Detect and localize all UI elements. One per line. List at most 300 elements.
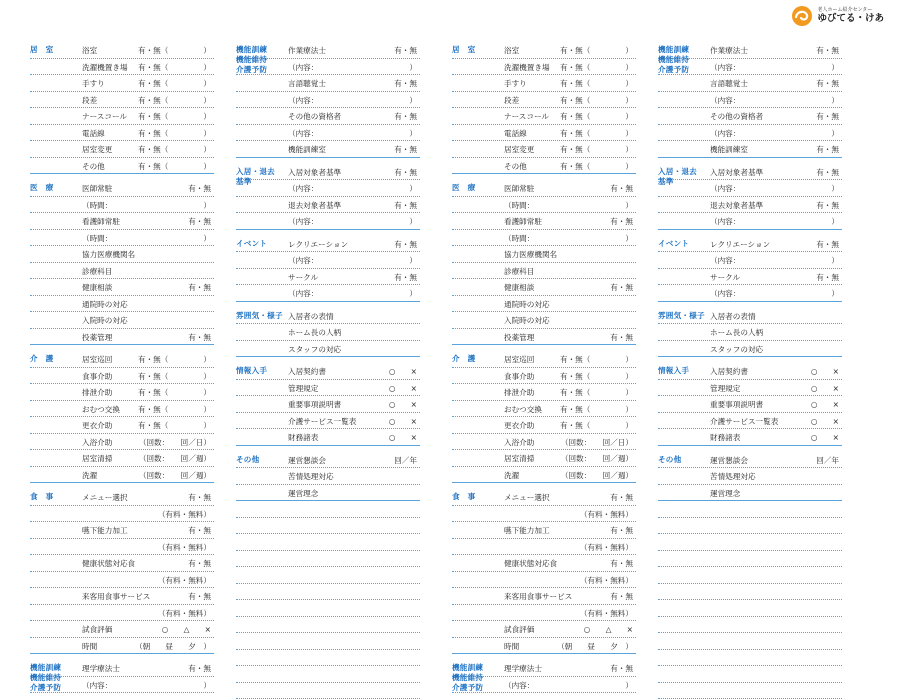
checklist-row: [30, 230, 214, 247]
blank-writing-line: [452, 605, 636, 622]
item-paren-close: ）: [203, 387, 211, 398]
item-value: 有・無: [610, 282, 633, 293]
checklist-row: [236, 75, 420, 92]
item-paren-close: ）: [625, 420, 633, 431]
item-value: 有・無: [816, 78, 839, 89]
item-value: （有料・無料）: [158, 608, 211, 619]
item-label: 浴室: [82, 45, 97, 56]
item-value: 有・無: [394, 200, 417, 211]
category-label: 機能訓練 機能維持 介護予防: [236, 45, 288, 75]
item-label: 理学療法士: [82, 663, 120, 674]
checklist-row: [452, 312, 636, 329]
item-value: （有料・無料）: [580, 542, 633, 553]
item-value: （有料・無料）: [158, 542, 211, 553]
item-value: 有・無: [188, 558, 211, 569]
item-paren-close: ）: [203, 404, 211, 415]
item-label: 入居契約書: [288, 366, 326, 377]
item-label: （時間：: [504, 233, 534, 244]
blank-writing-line: [30, 539, 214, 556]
item-label: おむつ交換: [504, 404, 542, 415]
item-value: （回数： 回／日）: [139, 437, 211, 448]
item-value: 有・無: [610, 492, 633, 503]
checklist-row: [30, 467, 214, 484]
category-label: イベント: [658, 239, 710, 249]
item-paren-close: ）: [625, 45, 633, 56]
checklist-row: [452, 263, 636, 280]
item-value: 有・無: [394, 111, 417, 122]
item-label: （内容：: [288, 216, 318, 227]
item-paren-close: ）: [625, 200, 633, 211]
item-value: 有・無: [394, 239, 417, 250]
item-label: 医師常駐: [504, 183, 534, 194]
blank-writing-line: [658, 600, 842, 617]
blank-writing-line: [452, 506, 636, 523]
checklist-row: [658, 285, 842, 302]
category-label: 居 室: [30, 45, 82, 55]
item-value: 有・無: [610, 558, 633, 569]
item-value: 有・無: [394, 144, 417, 155]
item-value: （回数： 回／週）: [139, 453, 211, 464]
checklist-row: [30, 312, 214, 329]
item-paren-close: ）: [625, 371, 633, 382]
item-label: 健康状態対応食: [504, 558, 557, 569]
category-label: 居 室: [452, 45, 504, 55]
checklist-row: [30, 489, 214, 506]
item-label: 入院時の対応: [82, 315, 128, 326]
category-label: 入居・退去 基準: [658, 167, 710, 187]
item-label: 管理規定: [288, 383, 318, 394]
item-value: 回／年: [816, 455, 839, 466]
checklist-row: [658, 485, 842, 502]
checklist-row: [30, 434, 214, 451]
item-label: 運営理念: [710, 488, 740, 499]
item-value: 有・無: [610, 183, 633, 194]
item-yes-no: 有・無（: [560, 420, 590, 431]
item-paren-close: ）: [831, 95, 839, 106]
checklist-row: [452, 677, 636, 694]
checklist-row: [30, 197, 214, 214]
item-label: （内容：: [288, 62, 318, 73]
item-value: 有・無: [610, 332, 633, 343]
checklist-row: [452, 108, 636, 125]
checklist-row: [452, 42, 636, 59]
item-label: （内容：: [288, 128, 318, 139]
item-label: 居室清掃: [504, 453, 534, 464]
item-label: レクリエーション: [710, 239, 770, 250]
item-value: （有料・無料）: [158, 509, 211, 520]
checklist-row: [236, 285, 420, 302]
item-label: 重要事項説明書: [710, 399, 763, 410]
checklist-row: [30, 108, 214, 125]
item-yes-no: 有・無（: [560, 371, 590, 382]
item-label: 診療科目: [504, 266, 534, 277]
checklist-row: [452, 522, 636, 539]
item-paren-close: ）: [625, 161, 633, 172]
category-label: 機能訓練 機能維持 介護予防: [452, 663, 504, 693]
item-paren-close: ）: [625, 78, 633, 89]
item-label: 通院時の対応: [82, 299, 128, 310]
item-label: レクリエーション: [288, 239, 348, 250]
blank-writing-line: [658, 633, 842, 650]
item-label: サークル: [710, 272, 740, 283]
item-label: 介護サービス一覧表: [288, 416, 356, 427]
item-label: その他の資格者: [710, 111, 763, 122]
item-yes-no: 有・無（: [138, 78, 168, 89]
item-label: 居室変更: [82, 144, 112, 155]
item-label: 言語聴覚士: [288, 78, 326, 89]
item-label: 洗濯機置き場: [82, 62, 128, 73]
checklist-row: [452, 141, 636, 158]
item-label: 浴室: [504, 45, 519, 56]
item-label: 苦情処理対応: [710, 471, 756, 482]
checklist-row: [30, 180, 214, 197]
checklist-row: [30, 125, 214, 142]
checklist-row: [452, 384, 636, 401]
item-paren-close: ）: [409, 255, 417, 266]
checklist-row: [658, 92, 842, 109]
checklist-row: [658, 75, 842, 92]
item-yes-no: 有・無（: [560, 144, 590, 155]
blank-writing-line: [658, 551, 842, 568]
checklist-row: [236, 59, 420, 76]
item-label: 更衣介助: [504, 420, 534, 431]
checklist-row: [452, 489, 636, 506]
item-label: 居室清掃: [82, 453, 112, 464]
item-label: 電話線: [504, 128, 527, 139]
item-label: 嚥下能力加工: [82, 525, 128, 536]
checklist-row: [30, 92, 214, 109]
checklist-row: [452, 230, 636, 247]
item-label: 段差: [504, 95, 519, 106]
checklist-row: [658, 141, 842, 158]
item-value: 有・無: [394, 167, 417, 178]
item-label: 言語聴覚士: [710, 78, 748, 89]
checklist-row: [236, 308, 420, 325]
item-label: （内容：: [710, 183, 740, 194]
item-paren-close: ）: [625, 111, 633, 122]
item-yes-no: 有・無（: [138, 45, 168, 56]
checklist-row: [452, 158, 636, 175]
checklist-row: [30, 660, 214, 677]
item-yes-no: 有・無（: [560, 161, 590, 172]
item-value: 有・無: [610, 663, 633, 674]
item-label: ナースコール: [504, 111, 549, 122]
item-paren-close: ）: [409, 288, 417, 299]
item-yes-no: 有・無（: [138, 111, 168, 122]
checklist-row: [658, 213, 842, 230]
item-value: ○ ×: [389, 432, 417, 443]
item-paren-close: ）: [203, 111, 211, 122]
item-value: 回／年: [394, 455, 417, 466]
item-yes-no: 有・無（: [560, 95, 590, 106]
blank-writing-line: [30, 605, 214, 622]
checklist-row: [658, 341, 842, 358]
checklist-row: [452, 450, 636, 467]
checklist-row: [30, 263, 214, 280]
item-value: 有・無: [188, 591, 211, 602]
item-label: 排泄介助: [504, 387, 534, 398]
item-label: 診療科目: [82, 266, 112, 277]
checklist-row: [236, 468, 420, 485]
item-paren-close: ）: [625, 144, 633, 155]
item-value: 有・無: [394, 272, 417, 283]
checklist-row: [452, 555, 636, 572]
item-label: おむつ交換: [82, 404, 120, 415]
item-value: （朝 昼 夕 ）: [135, 641, 211, 652]
blank-writing-line: [658, 666, 842, 683]
item-label: 運営理念: [288, 488, 318, 499]
blank-writing-line: [658, 567, 842, 584]
item-label: 入浴介助: [504, 437, 534, 448]
checklist-row: [658, 269, 842, 286]
blank-writing-line: [236, 683, 420, 699]
category-label: その他: [236, 455, 288, 465]
item-yes-no: 有・無（: [560, 62, 590, 73]
checklist-row: [658, 59, 842, 76]
checklist-row: [30, 296, 214, 313]
item-label: 重要事項説明書: [288, 399, 341, 410]
item-yes-no: 有・無（: [138, 420, 168, 431]
checklist-row: [658, 308, 842, 325]
item-paren-close: ）: [203, 45, 211, 56]
checklist-row: [30, 368, 214, 385]
item-label: （内容：: [710, 128, 740, 139]
item-paren-close: ）: [831, 128, 839, 139]
item-value: 有・無: [816, 144, 839, 155]
item-value: ○ ×: [811, 399, 839, 410]
item-label: 手すり: [82, 78, 105, 89]
item-yes-no: 有・無（: [560, 111, 590, 122]
blank-writing-line: [658, 534, 842, 551]
checklist-row: [452, 246, 636, 263]
swirl-logo-icon: [791, 5, 813, 27]
item-paren-close: ）: [831, 62, 839, 73]
checklist-row: [30, 621, 214, 638]
checklist-row: [236, 413, 420, 430]
item-label: 排泄介助: [82, 387, 112, 398]
item-label: 入居者の表情: [710, 311, 756, 322]
blank-writing-line: [30, 506, 214, 523]
category-label: 情報入手: [658, 366, 710, 376]
checklist-row: [30, 522, 214, 539]
checklist-row: [236, 429, 420, 446]
checklist-row: [30, 401, 214, 418]
checklist-row: [658, 468, 842, 485]
item-yes-no: 有・無（: [560, 354, 590, 365]
checklist-row: [236, 141, 420, 158]
item-value: ○ ×: [811, 366, 839, 377]
item-value: 有・無: [188, 525, 211, 536]
item-paren-close: ）: [409, 216, 417, 227]
item-label: 居室巡回: [82, 354, 112, 365]
item-yes-no: 有・無（: [138, 95, 168, 106]
item-value: 有・無: [188, 282, 211, 293]
blank-writing-line: [236, 633, 420, 650]
item-label: 嚥下能力加工: [504, 525, 550, 536]
blank-writing-line: [30, 572, 214, 589]
checklist-row: [452, 75, 636, 92]
checklist-row: [236, 92, 420, 109]
checklist-row: [30, 677, 214, 694]
item-label: スタッフの対応: [710, 344, 763, 355]
item-value: 有・無: [816, 200, 839, 211]
item-value: 有・無: [816, 111, 839, 122]
item-paren-close: ）: [625, 62, 633, 73]
item-label: 作業療法士: [710, 45, 748, 56]
item-yes-no: 有・無（: [138, 161, 168, 172]
category-label: 機能訓練 機能維持 介護予防: [658, 45, 710, 75]
category-label: 医 療: [452, 183, 504, 193]
item-paren-close: ）: [625, 680, 633, 691]
blank-writing-line: [236, 600, 420, 617]
item-label: 食事介助: [504, 371, 534, 382]
item-label: 来客用食事サービス: [82, 591, 150, 602]
item-value: 有・無: [610, 216, 633, 227]
item-value: ○ ×: [389, 383, 417, 394]
item-value: 有・無: [188, 332, 211, 343]
checklist-row: [30, 141, 214, 158]
item-label: メニュー選択: [82, 492, 128, 503]
checklist-column-right: [236, 42, 420, 699]
checklist-row: [30, 588, 214, 605]
item-label: 食事介助: [82, 371, 112, 382]
item-value: ○ ×: [811, 383, 839, 394]
item-value: 有・無: [188, 492, 211, 503]
item-paren-close: ）: [409, 62, 417, 73]
checklist-row: [236, 380, 420, 397]
item-yes-no: 有・無（: [138, 404, 168, 415]
category-label: 食 事: [452, 492, 504, 502]
checklist-row: [658, 108, 842, 125]
item-label: 入居対象者基準: [288, 167, 341, 178]
item-paren-close: ）: [831, 288, 839, 299]
checklist-row: [236, 197, 420, 214]
checklist-row: [236, 180, 420, 197]
item-label: 運営懇談会: [288, 455, 326, 466]
item-value: （回数： 回／週）: [139, 470, 211, 481]
item-label: その他: [504, 161, 527, 172]
item-label: 財務諸表: [288, 432, 318, 443]
checklist-row: [30, 555, 214, 572]
logo-subtitle: 老人ホーム紹介センター: [817, 8, 884, 13]
blank-writing-line: [658, 683, 842, 699]
item-paren-close: ）: [625, 354, 633, 365]
item-paren-close: ）: [625, 387, 633, 398]
item-label: ホーム長の人柄: [288, 327, 341, 338]
item-value: ○ △ ×: [584, 624, 633, 635]
item-value: 有・無: [816, 45, 839, 56]
checklist-row: [452, 213, 636, 230]
item-yes-no: 有・無（: [138, 387, 168, 398]
item-label: 投薬管理: [504, 332, 534, 343]
item-label: 協力医療機関名: [82, 249, 135, 260]
checklist-row: [658, 396, 842, 413]
item-yes-no: 有・無（: [560, 387, 590, 398]
checklist-row: [236, 236, 420, 253]
logo-name: ゆびてる・けあ: [817, 14, 884, 24]
item-label: （内容：: [710, 62, 740, 73]
item-paren-close: ）: [203, 233, 211, 244]
item-paren-close: ）: [831, 255, 839, 266]
item-label: 作業療法士: [288, 45, 326, 56]
checklist-column-right: [658, 42, 842, 699]
item-paren-close: ）: [831, 183, 839, 194]
checklist-row: [658, 413, 842, 430]
category-label: 入居・退去 基準: [236, 167, 288, 187]
item-label: 管理規定: [710, 383, 740, 394]
checklist-row: [236, 42, 420, 59]
checklist-row: [658, 164, 842, 181]
checklist-row: [452, 621, 636, 638]
item-label: 試食評価: [82, 624, 112, 635]
item-label: 入居対象者基準: [710, 167, 763, 178]
checklist-row: [452, 638, 636, 655]
blank-writing-line: [658, 650, 842, 667]
blank-writing-line: [658, 501, 842, 518]
item-label: 洗濯機置き場: [504, 62, 550, 73]
blank-writing-line: [452, 572, 636, 589]
item-label: サークル: [288, 272, 318, 283]
checklist-row: [658, 197, 842, 214]
checklist-row: [658, 125, 842, 142]
checklist-row: [236, 452, 420, 469]
blank-writing-line: [236, 534, 420, 551]
checklist-row: [236, 363, 420, 380]
item-value: 有・無: [816, 239, 839, 250]
checklist-row: [452, 401, 636, 418]
checklist-column-left: [30, 42, 214, 693]
checklist-row: [452, 180, 636, 197]
item-label: 運営懇談会: [710, 455, 748, 466]
item-paren-close: ）: [625, 95, 633, 106]
item-label: 機能訓練室: [710, 144, 748, 155]
checklist-row: [30, 75, 214, 92]
checklist-row: [452, 92, 636, 109]
item-value: （朝 昼 夕 ）: [557, 641, 633, 652]
item-label: （内容：: [82, 680, 112, 691]
checklist-row: [30, 59, 214, 76]
item-label: 協力医療機関名: [504, 249, 557, 260]
item-yes-no: 有・無（: [560, 128, 590, 139]
checklist-row: [452, 660, 636, 677]
checklist-row: [236, 125, 420, 142]
checklist-row: [452, 417, 636, 434]
blank-writing-line: [658, 518, 842, 535]
category-label: 機能訓練 機能維持 介護予防: [30, 663, 82, 693]
item-value: ○ ×: [811, 416, 839, 427]
blank-writing-line: [452, 539, 636, 556]
item-label: （内容：: [288, 95, 318, 106]
category-label: 介 護: [30, 354, 82, 364]
checklist-row: [452, 351, 636, 368]
checklist-row: [30, 42, 214, 59]
item-paren-close: ）: [831, 216, 839, 227]
checklist-row: [658, 236, 842, 253]
item-yes-no: 有・無（: [138, 144, 168, 155]
category-label: 雰囲気・様子: [236, 311, 288, 321]
item-paren-close: ）: [625, 233, 633, 244]
checklist-row: [30, 246, 214, 263]
item-paren-close: ）: [625, 404, 633, 415]
item-yes-no: 有・無（: [138, 62, 168, 73]
item-paren-close: ）: [203, 78, 211, 89]
item-paren-close: ）: [203, 62, 211, 73]
item-value: 有・無: [816, 167, 839, 178]
checklist-row: [236, 213, 420, 230]
category-label: 食 事: [30, 492, 82, 502]
item-value: ○ ×: [389, 416, 417, 427]
item-label: 看護師常駐: [504, 216, 542, 227]
